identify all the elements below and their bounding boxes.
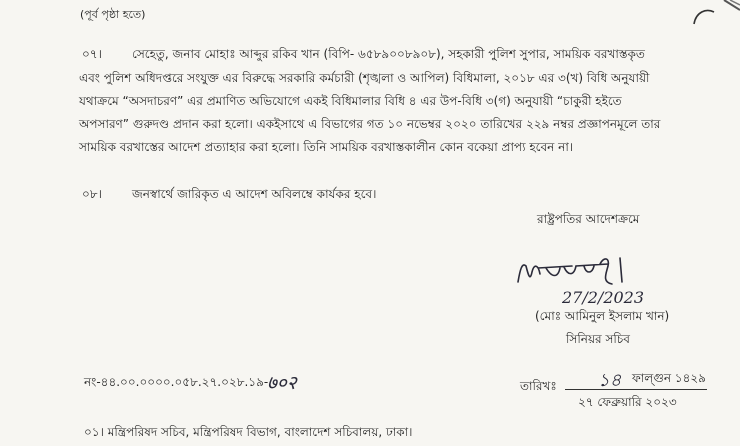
paragraph-8-number: ০৮। [82,187,102,201]
paragraph-7-line-2: এবং পুলিশ অধিদপ্তরে সংযুক্ত এর বিরুদ্ধে সরকারি কর্মচারী (শৃঙ্খলা ও আপিল) বিধিমালা, ২০১৮ এর ৩(খ) বিধি অনুযায়ী [79,71,650,85]
paragraph-7-number: ০৭। [82,47,102,61]
paragraph-7-line-4: অপসারণ” গুরুদণ্ড প্রদান করা হলো। একইসাথে এ বিভাগের গত ১০ নভেম্বর ২০২০ তারিখের ২২৯ নম্বর প্রজ্ঞাপনমূলে তার [79,117,661,131]
memo-number: নং-৪৪.০০.০০০০.০৫৮.২৭.০২৮.১৯- [84,375,269,389]
handwritten-day: ১৪ [598,370,622,391]
date-label: তারিখঃ [520,379,557,393]
paragraph-8-text: জনস্বার্থে জারিকৃত এ আদেশ অবিলম্বে কার্যকর হবে। [132,187,377,201]
signatory-designation: সিনিয়র সচিব [566,332,630,346]
handwritten-signature-date: 27/2/2023 [562,288,645,307]
bangla-date: ফাল্গুন ১৪২৯ [632,371,706,385]
by-order-of-president: রাষ্ট্রপতির আদেশক্রমে [537,212,640,226]
paragraph-7-line-5: সাময়িক বরখাস্তের আদেশ প্রত্যাহার করা হলো। তিনি সাময়িক বরখাস্তকালীন কোন বকেয়া প্রাপ্য হবেন না। [79,140,574,154]
memo-number-handwritten: ७०२ [267,372,297,394]
signatory-name: (মোঃ আমিনুল ইসলাম খান) [535,309,670,323]
date-divider-line [565,389,707,390]
gregorian-date: ২৭ ফেব্রুয়ারি ২০২৩ [578,395,677,409]
handwritten-signature [512,252,642,292]
continued-from-previous-page: (পূর্ব পৃষ্ঠা হতে) [80,8,146,21]
paragraph-7-line-1: সেহেতু, জনাব মোহাঃ আব্দুর রকিব খান (বিপি- ৬৫৮৯০০৮৯০৮), সহকারী পুলিশ সুপার, সাময়িক বরখাস্তকৃত [132,47,645,61]
paragraph-7-line-3: যথাক্রমে “অসদাচরণ” এর প্রমাণিত অভিযোগে একই বিধিমালার বিধি ৪ এর উপ-বিধি ৩(গ) অনুযায়ী “চাকুরী হইতে [79,94,622,108]
corner-clip-mark [680,0,740,40]
distribution-item-1: ০১। মন্ত্রিপরিষদ সচিব, মন্ত্রিপরিষদ বিভাগ, বাংলাদেশ সচিবালয়, ঢাকা। [84,425,413,439]
